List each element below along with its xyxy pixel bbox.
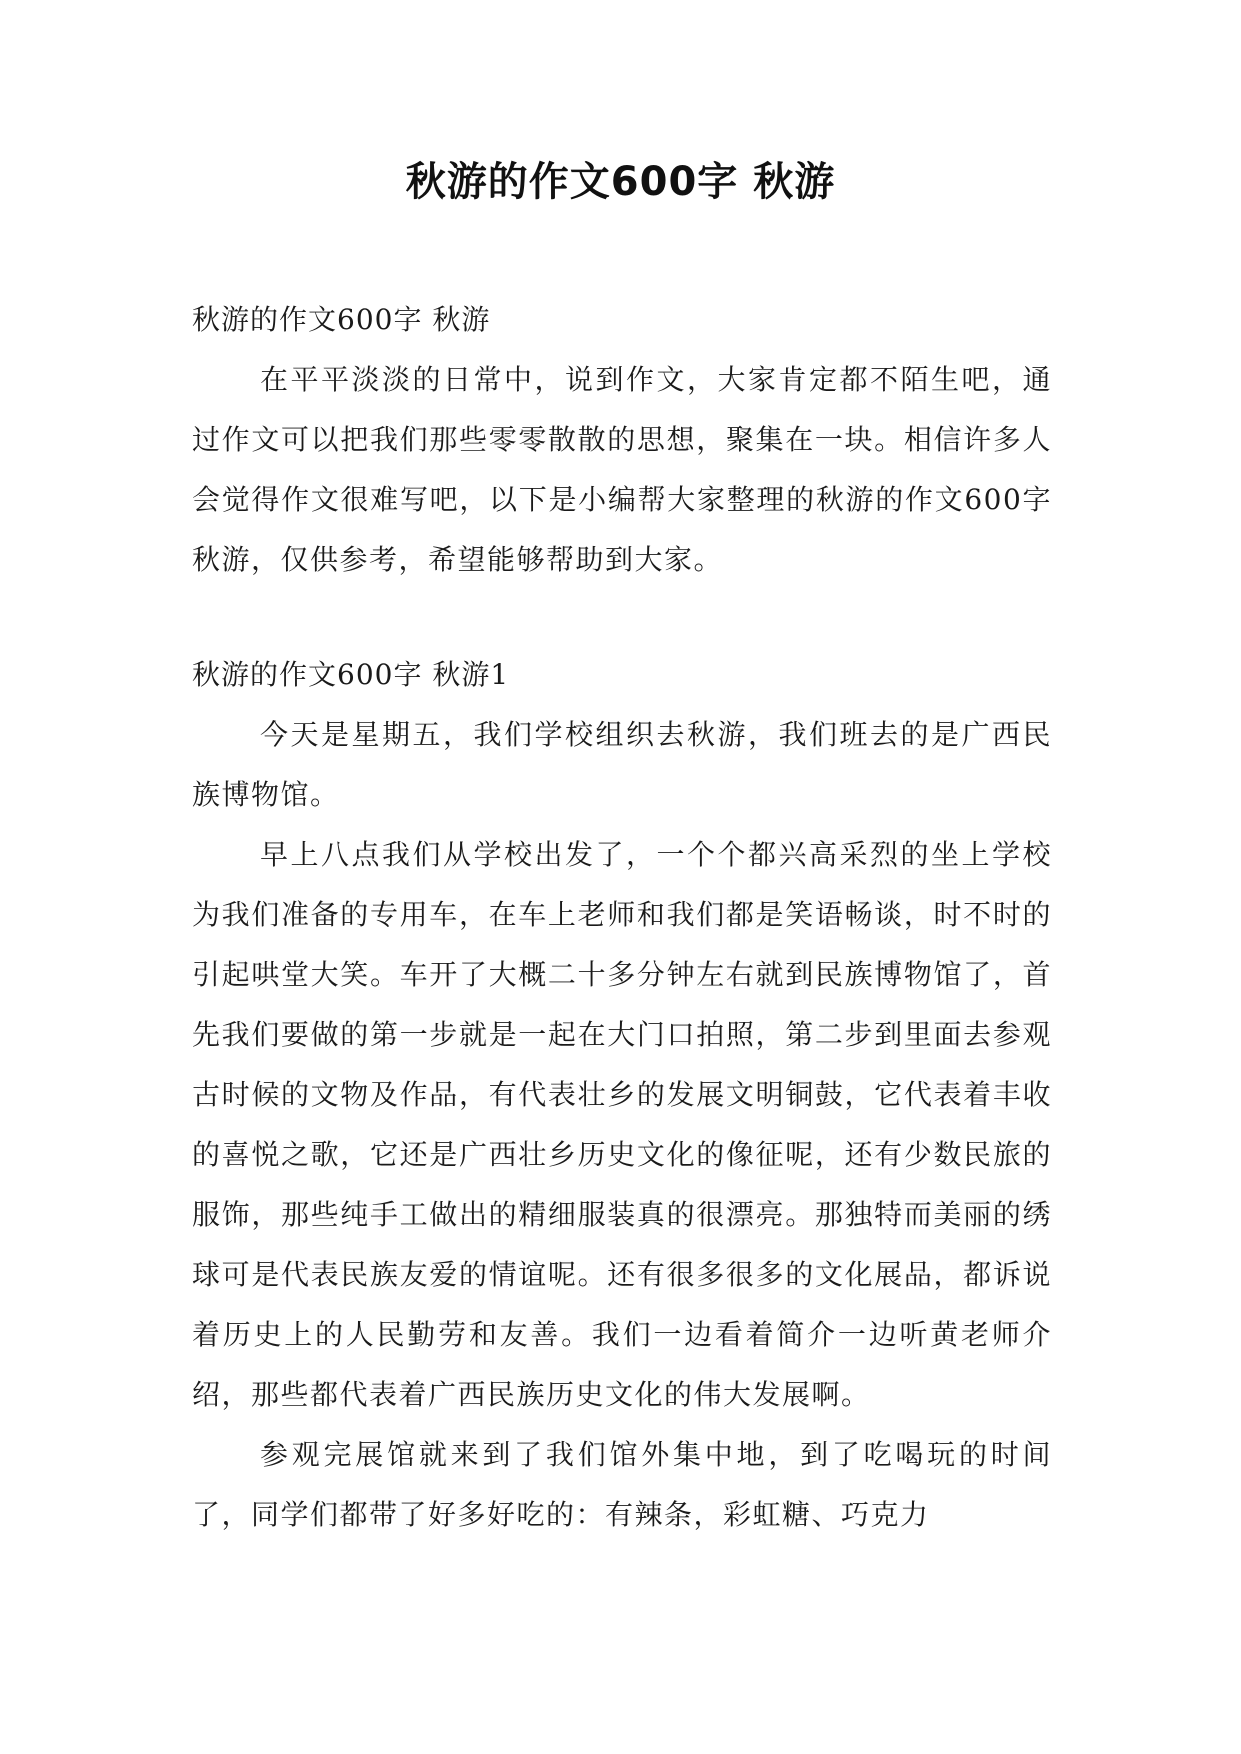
body-paragraph-1: 今天是星期五，我们学校组织去秋游，我们班去的是广西民族博物馆。 [192,718,1052,811]
intro-paragraph: 在平平淡淡的日常中，说到作文，大家肯定都不陌生吧，通过作文可以把我们那些零零散散的思想，聚集在一块。相信许多人会觉得作文很难写吧，以下是小编帮大家整理的秋游的作文600字 秋游，仅供参考，希望能够帮助到大家。 [192,363,1052,576]
intro-heading: 秋游的作文600字 秋游 [192,303,491,336]
document-body [192,290,1052,1545]
section-spacer [192,590,1052,645]
body-paragraph-3: 参观完展馆就来到了我们馆外集中地，到了吃喝玩的时间了，同学们都带了好多好吃的：有辣条，彩虹糖、巧克力 [192,1438,1052,1531]
document-title: 秋游的作文600字 秋游 [405,159,836,205]
body-paragraph-2: 早上八点我们从学校出发了，一个个都兴高采烈的坐上学校为我们准备的专用车，在车上老师和我们都是笑语畅谈，时不时的引起哄堂大笑。车开了大概二十多分钟左右就到民族博物馆了，首先我们要做的第一步就是一起在大门口拍照，第二步到里面去参观古时候的文物及作品，有代表壮乡的发展文明铜鼓，它代表着丰收的喜悦之歌，它还是广西壮乡历史文化的像征呢，还有少数民旅的服饰，那些纯手工做出的精细服装真的很漂亮。那独特而美丽的绣球可是代表民族友爱的情谊呢。还有很多很多的文化展品，都诉说着历史上的人民勤劳和友善。我们一边看着简介一边听黄老师介绍，那些都代表着广西民族历史文化的伟大发展啊。 [192,838,1052,1411]
section-heading: 秋游的作文600字 秋游1 [192,658,510,691]
